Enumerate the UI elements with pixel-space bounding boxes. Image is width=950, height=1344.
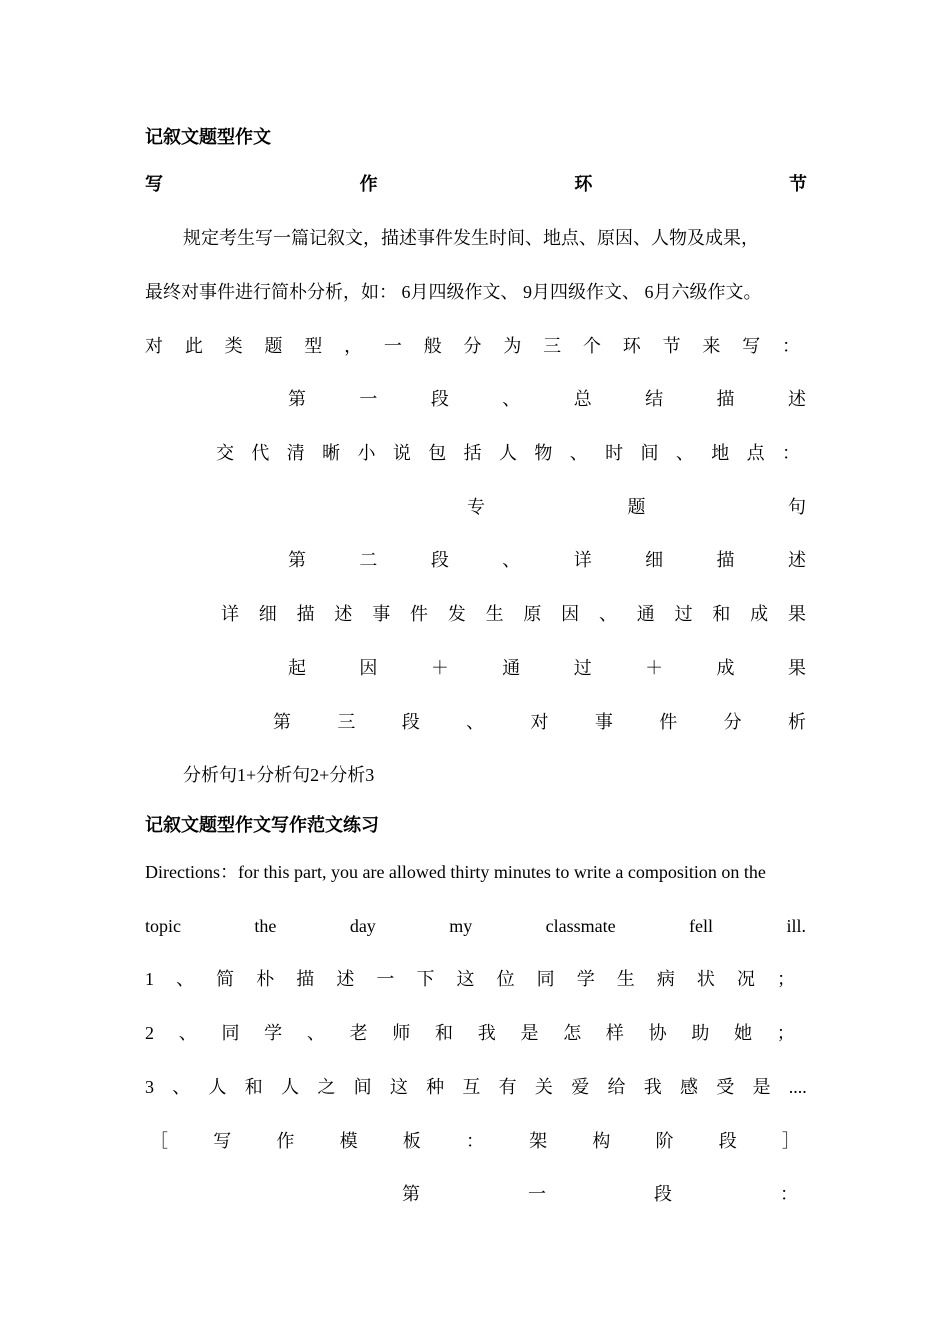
text-token: 述 xyxy=(787,389,806,409)
text-token: 描 xyxy=(716,389,735,409)
para2-title xyxy=(288,548,806,572)
text-token: 3 xyxy=(145,1077,154,1097)
text-token: ＋ xyxy=(430,658,449,678)
text-token: 一 xyxy=(528,1184,546,1204)
text-token: 师 xyxy=(392,1023,411,1043)
text-token: 写 xyxy=(742,336,761,356)
text-token: 间 xyxy=(353,1077,372,1097)
text-token: 成 xyxy=(750,604,769,624)
text-token: 因 xyxy=(561,604,580,624)
text-token: 、 xyxy=(502,550,521,570)
text-token: 析 xyxy=(788,712,806,732)
text-token: 学 xyxy=(576,969,595,989)
text-token: .... xyxy=(788,1077,807,1097)
text-token: 细 xyxy=(258,604,277,624)
text-token: 种 xyxy=(426,1077,445,1097)
text-token: 爱 xyxy=(571,1077,590,1097)
text-token: 关 xyxy=(534,1077,553,1097)
text-token: 作 xyxy=(276,1131,295,1151)
text-token: 间 xyxy=(640,443,659,463)
text-token: 这 xyxy=(456,969,475,989)
text-token: 作 xyxy=(359,174,378,194)
text-token: 人 xyxy=(281,1077,300,1097)
text-token: 、 xyxy=(172,1077,191,1097)
practice-heading: 记叙文题型作文写作范文练习 xyxy=(145,815,379,835)
text-token: 、 xyxy=(306,1023,325,1043)
text-token: 给 xyxy=(607,1077,626,1097)
text-token: 人 xyxy=(208,1077,227,1097)
text-token: 板 xyxy=(402,1131,421,1151)
text-token: 代 xyxy=(251,443,270,463)
text-token: 晰 xyxy=(322,443,341,463)
text-token: ： xyxy=(782,336,800,356)
text-token: 括 xyxy=(463,443,482,463)
text-token: 详 xyxy=(221,604,239,624)
text-token: 学 xyxy=(264,1023,283,1043)
text-token: 一 xyxy=(359,389,378,409)
text-token: 人 xyxy=(499,443,517,463)
text-token: 段 xyxy=(654,1184,672,1204)
text-token: 成 xyxy=(716,658,735,678)
first-paragraph-label xyxy=(402,1182,798,1206)
para2-desc xyxy=(221,602,806,626)
text-token: 节 xyxy=(788,174,807,194)
point-2 xyxy=(145,1021,795,1045)
text-token: 段 xyxy=(401,712,420,732)
text-token: 来 xyxy=(702,336,721,356)
text-token: 地 xyxy=(711,443,730,463)
text-token: 题 xyxy=(264,336,283,356)
text-token: 述 xyxy=(787,550,806,570)
text-token: 我 xyxy=(643,1077,662,1097)
text-token: 、 xyxy=(176,969,195,989)
text-token: 样 xyxy=(605,1023,624,1043)
para3-title xyxy=(273,710,806,734)
text-token: 清 xyxy=(286,443,305,463)
text-token: 第 xyxy=(288,389,306,409)
text-token: 状 xyxy=(696,969,715,989)
text-token: 述 xyxy=(336,969,355,989)
text-token: ； xyxy=(777,969,795,989)
text-token: the xyxy=(254,916,277,936)
text-token: 我 xyxy=(477,1023,496,1043)
text-token: 之 xyxy=(317,1077,336,1097)
para3-formula: 分析句1+分析句2+分析3 xyxy=(183,765,375,785)
text-token: 感 xyxy=(679,1077,698,1097)
text-token: 和 xyxy=(435,1023,454,1043)
text-token: 这 xyxy=(389,1077,408,1097)
point-1 xyxy=(145,967,795,991)
text-token: 通 xyxy=(636,604,655,624)
text-token: 句 xyxy=(788,497,806,517)
text-token: 果 xyxy=(787,658,806,678)
doc-title: 记叙文题型作文 xyxy=(145,127,271,147)
text-token: 分 xyxy=(463,336,482,356)
point-3 xyxy=(145,1075,807,1099)
text-token: 生 xyxy=(616,969,635,989)
text-token: 架 xyxy=(529,1131,548,1151)
text-token: 专 xyxy=(467,497,485,517)
text-token: 模 xyxy=(339,1131,358,1151)
text-token: 发 xyxy=(447,604,466,624)
text-token: 下 xyxy=(416,969,435,989)
text-token: 环 xyxy=(622,336,641,356)
text-token: 、 xyxy=(598,604,617,624)
text-token: 老 xyxy=(349,1023,368,1043)
text-token: 件 xyxy=(409,604,428,624)
text-token: 描 xyxy=(716,550,735,570)
text-token: ； xyxy=(776,1023,795,1043)
text-token: ill. xyxy=(786,916,806,936)
intro-line-3 xyxy=(145,334,800,358)
text-token: ： xyxy=(465,1131,484,1151)
text-token: 细 xyxy=(645,550,664,570)
text-token: 受 xyxy=(716,1077,735,1097)
text-token: 写 xyxy=(145,174,163,194)
text-token: 此 xyxy=(184,336,203,356)
text-token: day xyxy=(349,916,376,936)
text-token: 第 xyxy=(273,712,291,732)
text-token: 她 xyxy=(734,1023,753,1043)
text-token: topic xyxy=(145,916,181,936)
text-token: 简 xyxy=(216,969,235,989)
text-token: 病 xyxy=(656,969,675,989)
text-token: 三 xyxy=(543,336,562,356)
text-token: 位 xyxy=(496,969,515,989)
text-token: 、 xyxy=(675,443,694,463)
text-token: 个 xyxy=(582,336,601,356)
text-token: 一 xyxy=(376,969,395,989)
text-token: 阶 xyxy=(655,1131,674,1151)
text-token: 物 xyxy=(534,443,553,463)
text-token: 、 xyxy=(569,443,588,463)
text-token: 件 xyxy=(659,712,678,732)
text-token: 第 xyxy=(288,550,306,570)
text-token: 同 xyxy=(221,1023,240,1043)
text-token: 段 xyxy=(430,550,449,570)
text-token: 和 xyxy=(712,604,731,624)
text-token: 小 xyxy=(357,443,376,463)
para1-topic-sentence xyxy=(467,495,806,519)
text-token: 事 xyxy=(594,712,613,732)
text-token: 过 xyxy=(573,658,592,678)
text-token: 交 xyxy=(216,443,234,463)
text-token: 二 xyxy=(359,550,378,570)
para1-desc xyxy=(216,441,800,465)
text-token: 包 xyxy=(428,443,447,463)
text-token: 时 xyxy=(605,443,624,463)
template-heading xyxy=(150,1129,800,1153)
text-token: 助 xyxy=(691,1023,710,1043)
text-token: 点 xyxy=(746,443,765,463)
text-token: 是 xyxy=(752,1077,771,1097)
text-token: 结 xyxy=(645,389,664,409)
intro-line-2: 最终对事件进行简朴分析，如： 6月四级作文、 9月四级作文、 6月六级作文。 xyxy=(145,282,762,302)
text-token: 分 xyxy=(723,712,742,732)
text-token: 果 xyxy=(787,604,806,624)
text-token: 对 xyxy=(530,712,549,732)
text-token: 第 xyxy=(402,1184,420,1204)
text-token: 对 xyxy=(145,336,163,356)
text-token: my xyxy=(449,916,473,936)
text-token: 题 xyxy=(627,497,646,517)
text-token: 详 xyxy=(573,550,592,570)
text-token: 因 xyxy=(359,658,378,678)
text-token: 三 xyxy=(337,712,356,732)
text-token: 生 xyxy=(485,604,504,624)
text-token: 同 xyxy=(536,969,555,989)
directions-line-1: Directions：for this part, you are allowed thirty minutes to write a composition on the xyxy=(145,862,766,882)
directions-line-2 xyxy=(145,914,806,938)
text-token: 环 xyxy=(574,174,593,194)
text-token: 段 xyxy=(430,389,449,409)
text-token: 1 xyxy=(145,969,154,989)
text-token: 是 xyxy=(520,1023,539,1043)
text-token: ］ xyxy=(781,1131,800,1151)
text-token: 、 xyxy=(466,712,485,732)
text-token: 说 xyxy=(392,443,411,463)
para1-title xyxy=(288,387,806,411)
text-token: ： xyxy=(780,1184,798,1204)
text-token: 构 xyxy=(592,1131,611,1151)
text-token: 过 xyxy=(674,604,693,624)
text-token: 事 xyxy=(372,604,391,624)
text-token: 节 xyxy=(662,336,681,356)
text-token: ： xyxy=(782,443,800,463)
text-token: 、 xyxy=(502,389,521,409)
text-token: 朴 xyxy=(256,969,275,989)
text-token: 述 xyxy=(334,604,353,624)
text-token: 、 xyxy=(178,1023,197,1043)
text-token: 总 xyxy=(573,389,592,409)
text-token: 互 xyxy=(462,1077,481,1097)
para2-formula xyxy=(288,656,806,680)
text-token: 段 xyxy=(718,1131,737,1151)
text-token: 类 xyxy=(224,336,243,356)
text-token: 描 xyxy=(296,969,315,989)
text-token: 型 xyxy=(304,336,323,356)
text-token: 有 xyxy=(498,1077,517,1097)
section-heading xyxy=(145,172,807,196)
text-token: 般 xyxy=(423,336,442,356)
text-token: ＋ xyxy=(645,658,664,678)
text-token: 通 xyxy=(502,658,521,678)
text-token: classmate xyxy=(545,916,616,936)
intro-line-1: 规定考生写一篇记叙文，描述事件发生时间、地点、原因、人物及成果， xyxy=(183,228,759,248)
text-token: 原 xyxy=(523,604,542,624)
text-token: 况 xyxy=(736,969,755,989)
text-token: 写 xyxy=(213,1131,232,1151)
text-token: 一 xyxy=(383,336,402,356)
text-token: 描 xyxy=(296,604,315,624)
text-token: 协 xyxy=(648,1023,667,1043)
text-token: 和 xyxy=(244,1077,263,1097)
text-token: 为 xyxy=(503,336,522,356)
text-token: 2 xyxy=(145,1023,154,1043)
text-token: ， xyxy=(344,336,363,356)
text-token: 怎 xyxy=(563,1023,582,1043)
text-token: 起 xyxy=(288,658,306,678)
text-token: fell xyxy=(689,916,714,936)
text-token: ［ xyxy=(150,1131,168,1151)
